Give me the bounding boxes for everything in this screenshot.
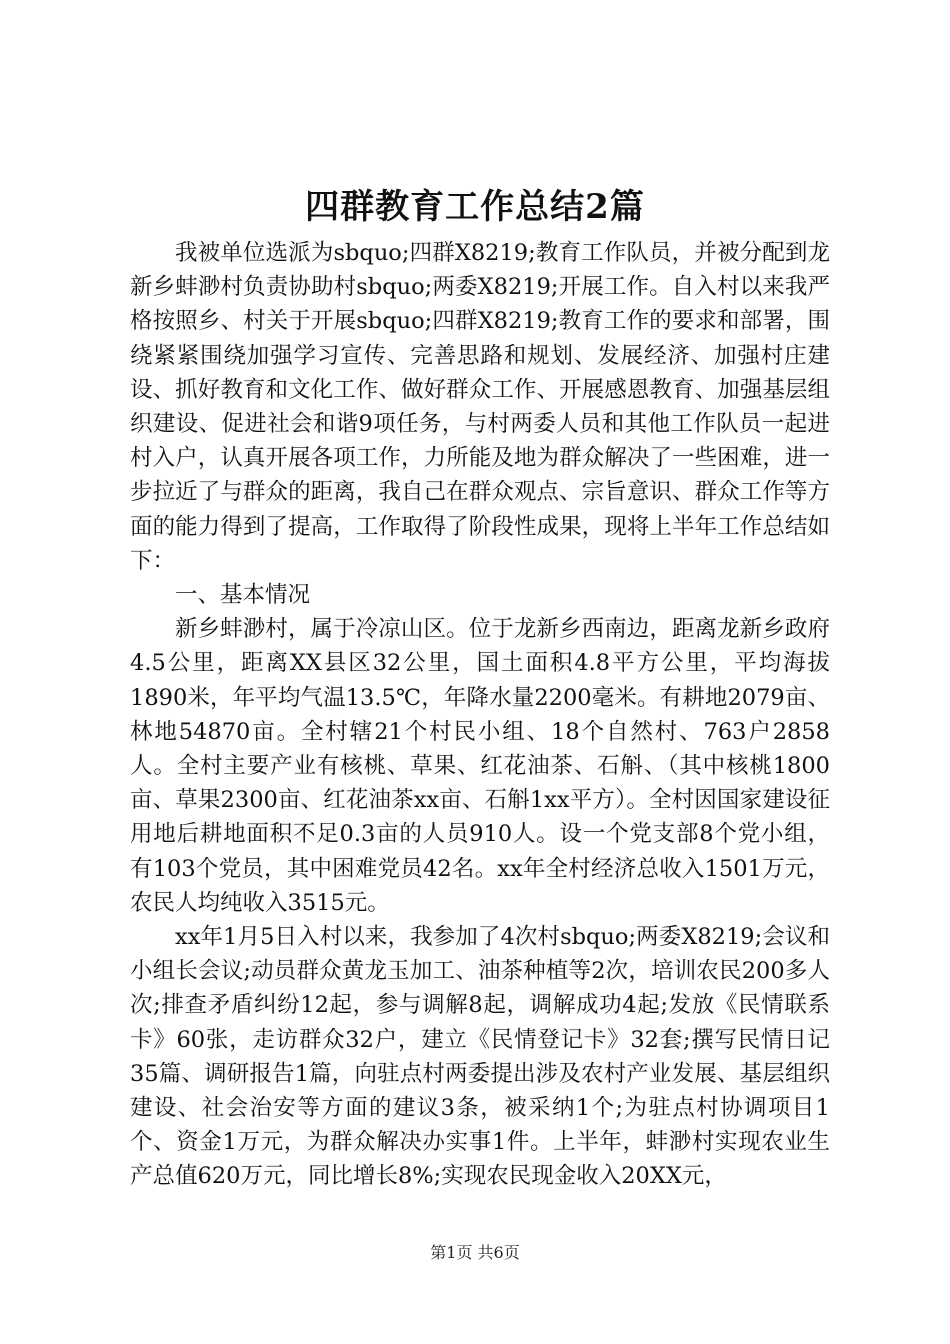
- page-footer: 第1页 共6页: [430, 1243, 520, 1262]
- document-body: [130, 236, 830, 1194]
- document-title: 四群教育工作总结2篇: [305, 187, 645, 227]
- section-heading-basic-situation: 一、基本情况: [175, 582, 311, 609]
- intro-paragraph: 我被单位选派为sbquo;四群X8219;教育工作队员，并被分配到龙新乡蚌渺村负责协助村sbquo;两委X8219;开展工作。自入村以来我严格按照乡、村关于开展sbquo;四群X8219;教育工作的要求和部署，围绕紧紧围绕加强学习宣传、完善思路和规划、发展经济、加强村庄建设、抓好教育和文化工作、做好群众工作、开展感恩教育、加强基层组织建设、促进社会和谐9项任务，与村两委人员和其他工作队员一起进村入户，认真开展各项工作，力所能及地为群众解决了一些困难，进一步拉近了与群众的距离，我自己在群众观点、宗旨意识、群众工作等方面的能力得到了提高，工作取得了阶段性成果，现将上半年工作总结如下：: [130, 240, 830, 574]
- village-info-paragraph: 新乡蚌渺村，属于冷凉山区。位于龙新乡西南边，距离龙新乡政府4.5公里，距离XX县区32公里，国土面积4.8平方公里，平均海拔1890米，年平均气温13.5℃，年降水量2200毫米。有耕地2079亩、林地54870亩。全村辖21个村民小组、18个自然村、763户2858人。全村主要产业有核桃、草果、红花油茶、石斛、（其中核桃1800亩、草果2300亩、红花油茶xx亩、石斛1xx平方）。全村因国家建设征用地后耕地面积不足0.3亩的人员910人。设一个党支部8个党小组，有103个党员，其中困难党员42名。xx年全村经济总收入1501万元，农民人均纯收入3515元。: [130, 616, 830, 916]
- work-summary-paragraph: xx年1月5日入村以来，我参加了4次村sbquo;两委X8219;会议和小组长会议;动员群众黄龙玉加工、油茶种植等2次，培训农民200多人次;排查矛盾纠纷12起，参与调解8起，调解成功4起;发放《民情联系卡》60张，走访群众32户，建立《民情登记卡》32套;撰写民情日记35篇、调研报告1篇，向驻点村两委提出涉及农村产业发展、基层组织建设、社会治安等方面的建议3条，被采纳1个;为驻点村协调项目1个、资金1万元，为群众解决办实事1件。上半年，蚌渺村实现农业生产总值620万元，同比增长8%;实现农民现金收入20XX元，: [130, 924, 830, 1190]
